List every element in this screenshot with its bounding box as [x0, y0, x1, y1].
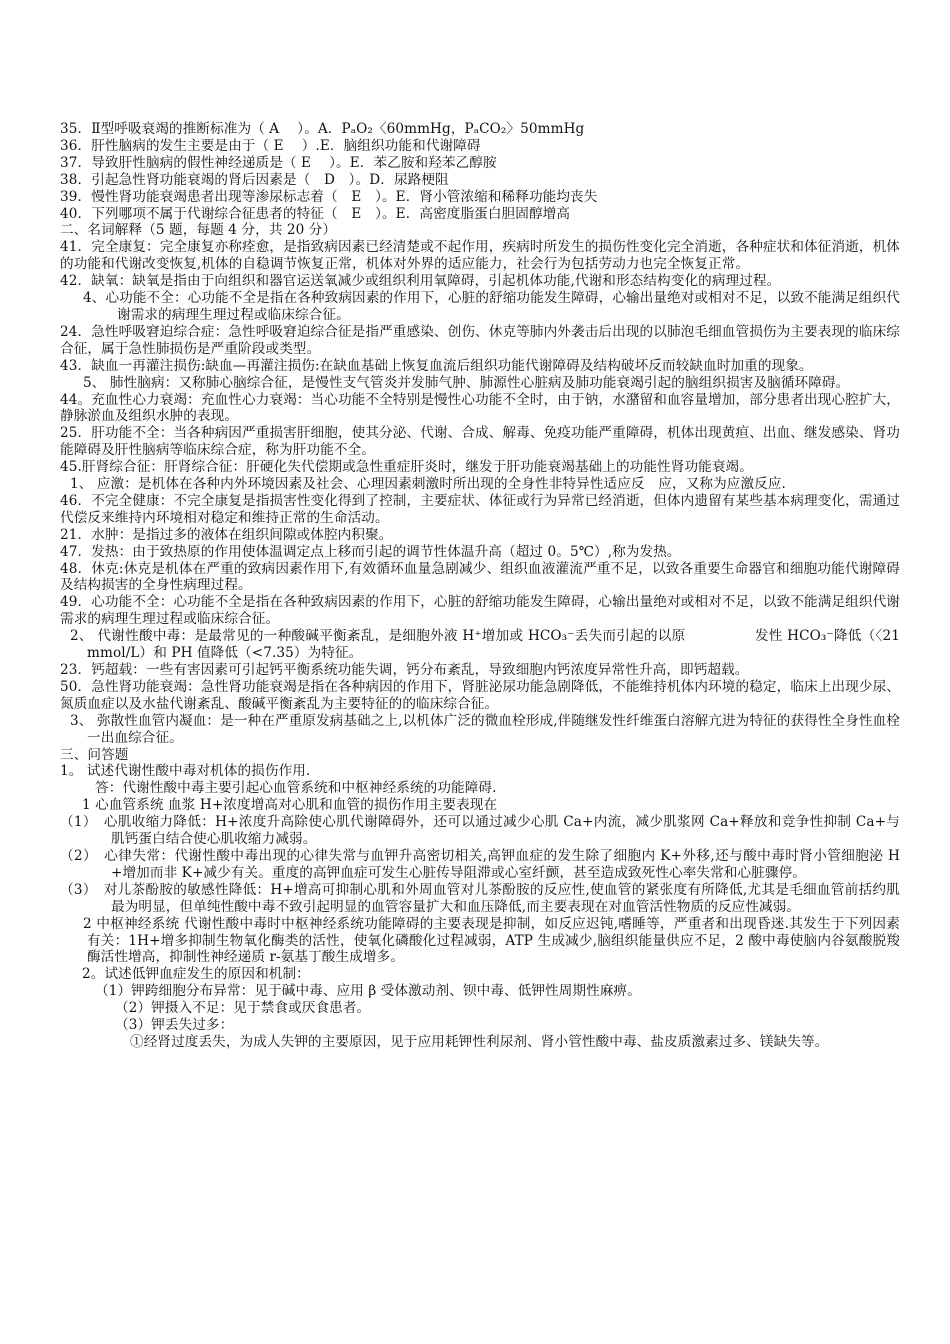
- question-35: 35．Ⅱ型呼吸衰竭的推断标准为（ A ）。A．PₐO₂〈60mmHg，PₐCO₂〉50mmHg: [60, 121, 585, 137]
- question-40: 40．下列哪项不属于代谢综合征患者的特征（ E ）。E．高密度脂蛋白胆固醇增高: [60, 205, 571, 222]
- term-24: 24．急性呼吸窘迫综合症：急性呼吸窘迫综合征是指严重感染、创伤、休克等肺内外袭击后出现的以肺泡毛细血管损伤为主要表现的临床综合征，属于急性肺损伤是严重阶段或类型。: [60, 323, 900, 357]
- qa-1-item-1: （1） 心肌收缩力降低：H+浓度升高除使心肌代谢障碍外，还可以通过减少心肌 Ca+内流，减少肌浆网 Ca+释放和竞争性抑制 Ca+与肌钙蛋白结合使心肌收缩力减弱。: [60, 814, 900, 848]
- question-39: 39．慢性肾功能衰竭患者出现等渗尿标志着（ E ）。E．肾小管浓缩和稀释功能均丧失: [60, 188, 598, 205]
- term-25: 25．肝功能不全：当各种病因严重损害肝细胞，使其分泌、代谢、合成、解毒、免疫功能严重障碍，机体出现黄疸、出血、继发感染、肾功能障碍及肝性脑病等临床综合症，称为肝功能不全。: [60, 425, 900, 459]
- qa-1-answer: 答：代谢性酸中毒主要引起心血管系统和中枢神经系统的功能障碍.: [95, 780, 497, 797]
- qa-1-item-2: （2） 心律失常：代谢性酸中毒出现的心律失常与血钾升高密切相关,高钾血症的发生除了细胞内 K+外移,还与酸中毒时肾小管细胞泌 H+增加而非 K+减少有关。重度的高钾血症可发生心脏传导阻滞或心室纤颤，甚至造成致死性心率失常和心脏骤停。: [60, 847, 900, 881]
- qa-1-cns: 2 中枢神经系统 代谢性酸中毒时中枢神经系统功能障碍的主要表现是抑制，如反应迟钝,嗜睡等，严重者和出现昏迷.其发生于下列因素有关：1H+增多抑制生物氧化酶类的活性，使氧化磷酸化过程减弱，ATP 生成减少,脑组织能量供应不足，2 酸中毒使脑内谷氨酸脱羧酶活性增高，抑制性神经递质 r-氨基丁酸生成增多。: [83, 915, 900, 966]
- qa-1-item-3: （3） 对儿茶酚胺的敏感性降低：H+增高可抑制心肌和外周血管对儿茶酚胺的反应性,使血管的紧张度有所降低,尤其是毛细血管前括约肌最为明显，但单纯性酸中毒不致引起明显的血管容量扩大和血压降低,而主要表现在对血管活性物质的反应性减弱。: [60, 881, 900, 915]
- term-48: 48．休克:休克是机体在严重的致病因素作用下,有效循环血量急剧减少、组织血液灌流严重不足，以致各重要生命器官和细胞功能代谢障碍及结构损害的全身性病理过程。: [60, 560, 900, 594]
- qa-2-item-3-sub-1: ①经肾过度丢失，为成人失钾的主要原因，见于应用耗钾性利尿剂、肾小管性酸中毒、盐皮质激素过多、镁缺失等。: [130, 1033, 829, 1050]
- question-38: 38．引起急性肾功能衰竭的肾后因素是（ D ）。D．尿路梗阻: [60, 171, 449, 188]
- qa-2-item-3: （3）钾丢失过多：: [115, 1017, 234, 1034]
- section-heading-terms: 二、名词解释（5 题，每题 4 分，共 20 分）: [60, 222, 337, 239]
- term-5: 5、 肺性脑病：又称肺心脑综合征，是慢性支气管炎并发肺气肿、肺源性心脏病及肺功能衰竭引起的脑组织损害及脑循环障碍。: [83, 374, 850, 391]
- qa-1-question: 1。 试述代谢性酸中毒对机体的损伤作用.: [60, 763, 311, 780]
- qa-1-cardio-heading: 1 心血管系统 血浆 H+浓度增高对心肌和血管的损伤作用主要表现在: [82, 797, 498, 814]
- qa-2-item-1: （1）钾跨细胞分布异常：见于碱中毒、应用 β 受体激动剂、钡中毒、低钾性周期性麻痹。: [95, 983, 641, 1000]
- term-50: 50．急性肾功能衰竭：急性肾功能衰竭是指在各种病因的作用下，肾脏泌尿功能急剧降低，不能维持机体内环境的稳定，临床上出现少尿、氮质血症以及水盐代谢紊乱、酸碱平衡紊乱为主要特征的的临床综合征。: [60, 678, 900, 712]
- term-4: 4、心功能不全：心功能不全是指在各种致病因素的作用下，心脏的舒缩功能发生障碍，心输出量绝对或相对不足，以致不能满足组织代谢需求的病理生理过程或临床综合征。: [83, 290, 900, 323]
- question-36: 36．肝性脑病的发生主要是由于（ E ）.E．脑组织功能和代谢障碍: [60, 137, 481, 154]
- term-47: 47．发热：由于致热原的作用使体温调定点上移而引起的调节性体温升高（超过 0。5℃）,称为发热。: [60, 543, 681, 560]
- qa-2-question: 2。试述低钾血症发生的原因和机制：: [82, 966, 310, 983]
- term-1: 1、 应激：是机体在各种内外环境因素及社会、心理因素刺激时所出现的全身性非特异性适应反 应，又称为应激反应.: [70, 476, 786, 493]
- term-46: 46．不完全健康：不完全康复是指损害性变化得到了控制，主要症状、体征或行为异常已经消逝，但体内遗留有某些基本病理变化，需通过代偿反来维持内环境相对稳定和维持正常的生命活动。: [60, 492, 900, 526]
- question-37: 37．导致肝性脑病的假性神经递质是（ E ）。E．苯乙胺和羟苯乙醇胺: [60, 154, 497, 171]
- term-3: 3、 弥散性血管内凝血：是一种在严重原发病基础之上,以机体广泛的微血栓形成,伴随继发性纤维蛋白溶解亢进为特征的获得性全身性血栓一出血综合征。: [70, 712, 900, 746]
- term-2: 2、 代谢性酸中毒：是最常见的一种酸碱平衡紊乱，是细胞外液 H⁺增加或 HCO₃⁻丢失而引起的以原 发性 HCO₃⁻降低（〈21mmol/L）和 PH 值降低（<7.35）为特征。: [70, 628, 900, 662]
- term-41: 41．完全康复：完全康复亦称痊愈，是指致病因素已经清楚或不起作用，疾病时所发生的损伤性变化完全消逝，各种症状和体征消逝，机体的功能和代谢改变恢复,机体的自稳调节恢复正常，机体对外界的适应能力，社会行为包括劳动力也完全恢复正常。: [60, 239, 900, 273]
- document-body: [60, 121, 900, 1051]
- term-49: 49．心功能不全：心功能不全是指在各种致病因素的作用下，心脏的舒缩功能发生障碍，心输出量绝对或相对不足，以致不能满足组织代谢需求的病理生理过程或临床综合征。: [60, 594, 900, 628]
- qa-2-item-2: （2）钾摄入不足：见于禁食或厌食患者。: [115, 1000, 371, 1017]
- term-42: 42．缺氧：缺氧是指由于向组织和器官运送氧减少或组织利用氧障碍，引起机体功能,代谢和形态结构变化的病理过程。: [60, 273, 781, 290]
- term-43: 43．缺血一再灌注损伤:缺血—再灌注损伤:在缺血基础上恢复血流后组织功能代谢障碍及结构破坏反而较缺血时加重的现象。: [60, 357, 813, 374]
- term-45: 45.肝肾综合征：肝肾综合征：肝硬化失代偿期或急性重症肝炎时，继发于肝功能衰竭基础上的功能性肾功能衰竭。: [60, 459, 753, 476]
- term-44: 44。充血性心力衰竭：充血性心力衰竭：当心功能不全特别是慢性心功能不全时，由于钠，水潴留和血容量增加，部分患者出现心腔扩大，静脉淤血及组织水肿的表现。: [60, 391, 900, 425]
- term-23: 23．钙超载：一些有害因素可引起钙平衡系统功能失调，钙分布紊乱，导致细胞内钙浓度异常性升高，即钙超载。: [60, 662, 749, 678]
- term-21: 21．水肿：是指过多的液体在组织间隙或体腔内积聚。: [60, 526, 393, 543]
- section-heading-qa: 三、问答题: [60, 746, 129, 763]
